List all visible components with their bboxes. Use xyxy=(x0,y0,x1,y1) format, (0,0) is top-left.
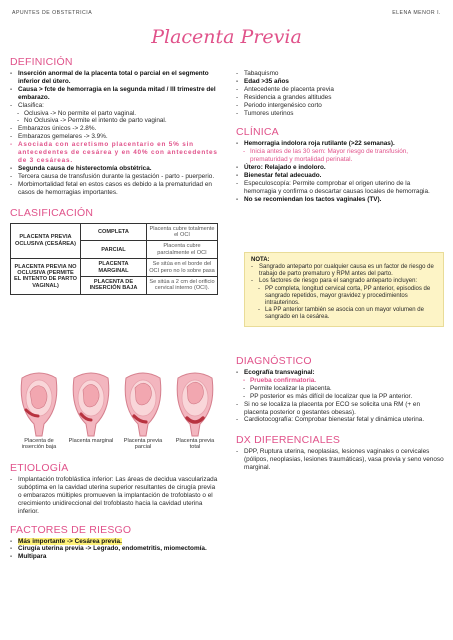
figure-low-insertion xyxy=(14,370,64,451)
factores-list xyxy=(10,538,220,562)
list-item: - Inserción anormal de la placenta total o parcial en el segmento inferior del útero. xyxy=(10,70,220,86)
list-item: - Hemorragia indolora roja rutilante (>22 semanas). xyxy=(236,140,444,148)
table-cell: PARCIAL xyxy=(81,241,147,259)
uterus-icon xyxy=(66,370,116,438)
classification-table xyxy=(10,223,218,295)
right-column-bottom xyxy=(236,355,444,472)
list-item xyxy=(10,538,220,546)
list-item: - Oclusiva -> No permite el parto vaginal. xyxy=(10,110,220,118)
section-title-clinica: CLÍNICA xyxy=(236,126,279,139)
table-cell: Se sitúa en el borde del OCI pero no lo sobre pasa xyxy=(147,259,218,277)
list-item: - Sangrado anteparto por cualquier causa es un factor de riesgo de trabajo de parto prematuro y RPM antes del parto. xyxy=(251,264,437,278)
list-item: - Ecografía transvaginal: xyxy=(236,369,444,377)
list-item: - Multipara xyxy=(10,553,220,561)
highlighted-text: Más importante -> Cesárea previa. xyxy=(18,537,122,545)
list-item: - Los factores de riesgo para el sangrado anteparto incluyen: xyxy=(251,278,437,285)
table-row xyxy=(11,223,218,241)
list-item: - Embarazos únicos -> 2.8%. xyxy=(10,125,220,133)
list-item: - Cardiotocografía: Comprobar bienestar fetal y dinámica uterina. xyxy=(236,416,444,424)
list-item: - Morbimortalidad fetal en estos casos es debido a la prematuridad en casos de hemorragias importantes. xyxy=(10,181,220,197)
figure-caption: Placenta previa parcial xyxy=(123,438,163,451)
list-item: - Embarazos gemelares -> 3.9%. xyxy=(10,133,220,141)
list-item: - Tumores uterinos xyxy=(236,110,444,118)
left-column-bottom xyxy=(10,462,220,561)
course-label: APUNTES DE OBSTETRICIA xyxy=(12,10,93,16)
etiologia-list xyxy=(10,476,220,516)
uterus-icon xyxy=(170,370,220,438)
list-item: - Asociada con acretismo placentario en 5% sin antecedentes de cesárea y en 40% con antecedentes de 3 cesáreas. xyxy=(10,141,220,165)
uterus-icon xyxy=(118,370,168,438)
figure-caption: Placenta marginal xyxy=(68,438,114,444)
factores-cont-list xyxy=(236,70,444,117)
note-list xyxy=(251,264,437,322)
list-item: - Útero: Relajado e indoloro. xyxy=(236,164,444,172)
definicion-list xyxy=(10,70,220,197)
list-item: - Tabaquismo xyxy=(236,70,444,78)
list-item: - No Oclusiva -> Permite el intento de parto vaginal. xyxy=(10,117,220,125)
list-item: - PP posterior es más difícil de localizar que la PP anterior. xyxy=(236,393,444,401)
note-title: NOTA: xyxy=(251,257,270,263)
list-item: - Periodo intergenésico corto xyxy=(236,102,444,110)
section-title-etiologia: ETIOLOGÍA xyxy=(10,462,69,474)
list-item: - Prueba confirmatoria. xyxy=(236,377,444,385)
table-cell: Placenta cubre totalmente el OCI xyxy=(147,223,218,241)
table-cell: Se sitúa a 2 cm del orificio cervical interno (OCI). xyxy=(147,276,218,294)
list-item: - Segunda causa de histerectomía obstétrica. xyxy=(10,165,220,173)
page-title: Placenta Previa xyxy=(151,26,302,48)
section-title-definicion: DEFINICIÓN xyxy=(10,56,73,68)
section-title-dx: DX DIFERENCIALES xyxy=(236,434,341,447)
placenta-illustrations xyxy=(10,370,225,465)
list-item: - Clasifica: xyxy=(10,102,220,110)
list-item: - Permite localizar la placenta. xyxy=(236,385,444,393)
list-item: - Antecedente de placenta previa xyxy=(236,86,444,94)
table-cell: PLACENTA DE INSERCIÓN BAJA xyxy=(81,276,147,294)
table-cell: COMPLETA xyxy=(81,223,147,241)
figure-caption: Placenta de inserción baja xyxy=(21,438,57,451)
uterus-icon xyxy=(14,370,64,438)
right-column xyxy=(236,70,444,204)
dx-list xyxy=(236,448,444,472)
list-item: - Especuloscopía: Permite comprobar el origen uterino de la hemorragia y confirma o descartar causas locales de hemorragia. xyxy=(236,180,444,196)
page-header xyxy=(12,10,441,20)
section-title-factores: FACTORES DE RIESGO xyxy=(10,523,132,536)
list-item: - PP completa, longitud cervical corta, PP anterior, episodios de sangrado repetidos, mayor gravidez y procedimientos intrauterinos. xyxy=(251,286,437,308)
figure-marginal xyxy=(66,370,116,444)
list-item: - Bienestar fetal adecuado. xyxy=(236,172,444,180)
list-item: - Cirugía uterina previa -> Legrado, endometritis, miomectomía. xyxy=(10,545,220,553)
list-item: - No se recomiendan los tactos vaginales (TV). xyxy=(236,196,444,204)
list-item: - Inicia antes de las 30 sem: Mayor riesgo de transfusión, prematuridad y mortalidad perinatal. xyxy=(236,148,444,164)
list-item: - Implantación trofoblástica inferior: Las áreas de decidua vascularizada subóptima en la cavidad uterina superior resultantes de cirugía previa o embarazos múltiples promueven la implantación de trofoblasto o el crecimiento unidireccional del trofoblasto hacia la cavidad uterina inferior. xyxy=(10,476,220,516)
list-item: - Residencia a grandes altitudes xyxy=(236,94,444,102)
table-cell: PLACENTA PREVIA NO OCLUSIVA (PERMITE EL INTENTO DE PARTO VAGINAL) xyxy=(11,259,81,295)
list-item: - DPP, Ruptura uterina, neoplasias, lesiones vaginales o cervicales (pólipos, neoplasias, lesiones traumáticas), vasa previa y seno venoso marginal. xyxy=(236,448,444,472)
list-item: - Causa > fcte de hemorragia en la segunda mitad / III trimestre del embarazo. xyxy=(10,86,220,102)
note-box xyxy=(244,252,444,327)
table-cell: PLACENTA PREVIA OCLUSIVA (CESÁREA) xyxy=(11,223,81,259)
figure-partial xyxy=(118,370,168,451)
figure-total xyxy=(170,370,220,451)
list-item: - Si no se localiza la placenta por ECO se solicita una RM (+ en placenta posterior o gestantes obesas). xyxy=(236,401,444,417)
clinica-list xyxy=(236,140,444,203)
section-title-diagnostico: DIAGNÓSTICO xyxy=(236,355,312,367)
left-column xyxy=(10,56,220,295)
table-cell: Placenta cubre parcialmente el OCI xyxy=(147,241,218,259)
table-cell: PLACENTA MARGINAL xyxy=(81,259,147,277)
list-item: - Edad >35 años xyxy=(236,78,444,86)
diagnostico-list xyxy=(236,369,444,424)
list-item: - La PP anterior también se asocia con un mayor volumen de sangrado en la cesárea. xyxy=(251,307,437,321)
section-title-clasificacion: CLASIFICACIÓN xyxy=(10,206,94,219)
figure-caption: Placenta previa total xyxy=(175,438,215,451)
author-label: ELENA MENOR I. xyxy=(392,10,441,16)
list-item: - Tercera causa de transfusión durante la gestación - parto - puerperio. xyxy=(10,173,220,181)
table-row xyxy=(11,259,218,277)
